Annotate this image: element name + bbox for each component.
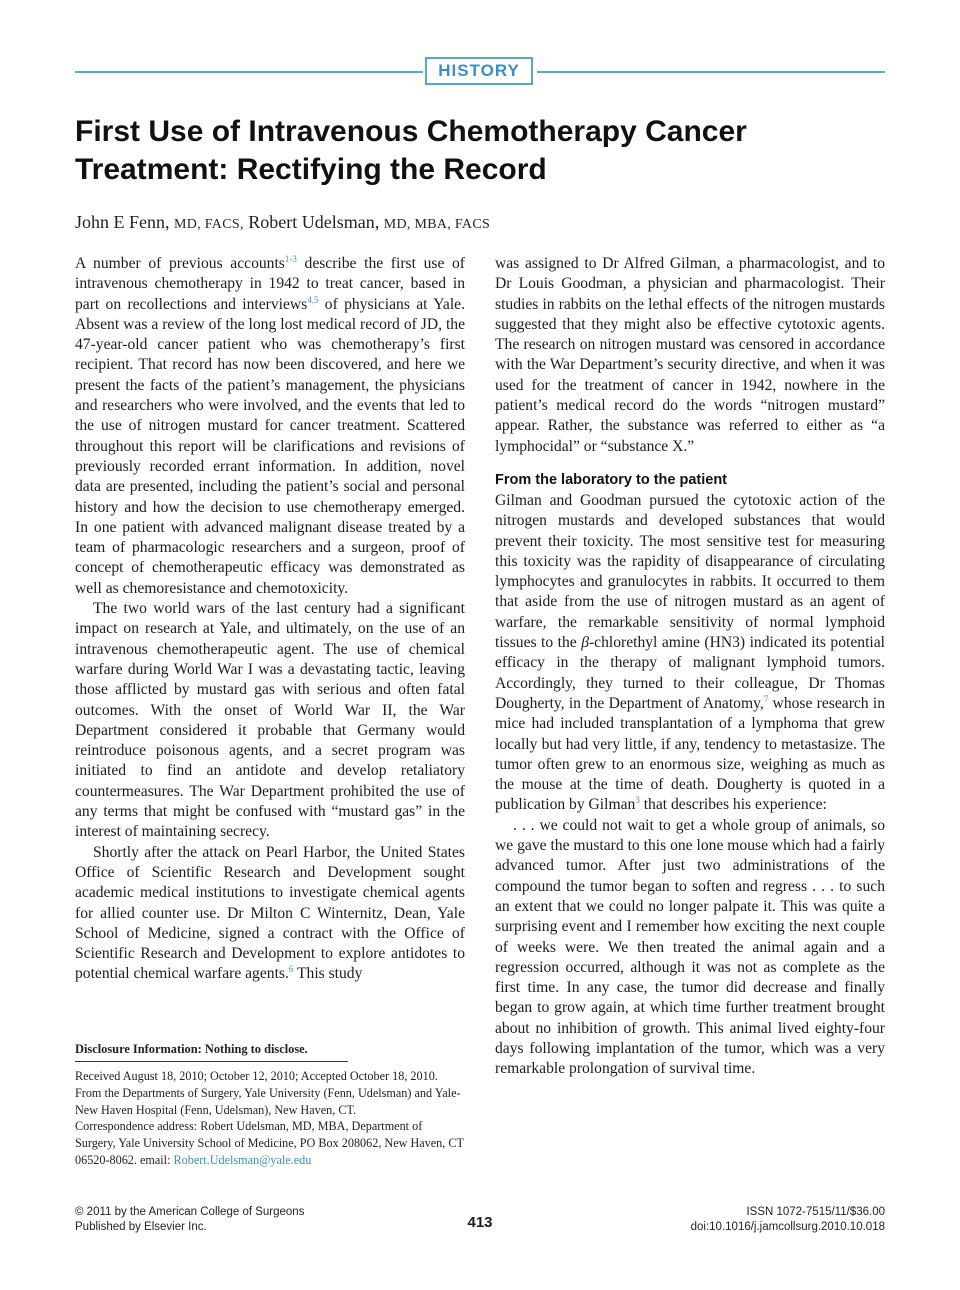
author-name: John E Fenn, [75,212,170,232]
author-name: Robert Udelsman, [248,212,380,232]
disclosure-label: Disclosure Information: Nothing to disclose. [75,1042,308,1056]
reference-link[interactable]: 7 [763,693,769,704]
affiliation: From the Departments of Surgery, Yale University (Fenn, Udelsman) and Yale-New Haven Hospital (Fenn, Udelsman), New Haven, CT. [75,1085,461,1117]
reference-link[interactable]: 3 [635,795,640,806]
left-column [75,254,465,985]
reference-link[interactable]: 6 [288,964,294,975]
disclosure-block [75,1040,465,1169]
footer-right [691,1205,885,1235]
header-rule-right [537,71,885,73]
article-title: First Use of Intravenous Chemotherapy Cancer Treatment: Rectifying the Record [75,115,747,186]
author-credentials: MD, FACS, [174,217,244,232]
copyright: © 2011 by the American College of Surgeons [75,1206,305,1218]
divider [75,1061,348,1062]
issn: ISSN 1072-7515/11/$36.00 [746,1206,885,1218]
correspondence: Correspondence address: Robert Udelsman, MD, MBA, Department of Surgery, Yale University School of Medicine, PO Box 208062, New Haven, CT 06520-8062. email: Robert.Udelsman@yale.edu [75,1119,464,1167]
paragraph: The two world wars of the last century had a significant impact on research at Yale, and ultimately, on the use of an intravenous chemotherapeutic agent. The use of chemical warfare during World War I was a devastating tactic, leaving those afflicted by mustard gas with serious and often fatal outcomes. With the onset of World War II, the War Department considered it probable that Germany would reintroduce poisonous agents, and a secret program was initiated to find an antidote and develop retaliatory countermeasures. The War Department prohibited the use of any terms that might be confused with “mustard gas” in the interest of maintaining secrecy. [75,600,465,841]
block-quote: . . . we could not wait to get a whole group of animals, so we gave the mustard to this one lone mouse which had a fairly advanced tumor. After just two administrations of the compound the tumor began to soften and regress . . . to such an extent that we could no longer palpate it. This was quite a surprising event and I remember how exciting the next couple of weeks were. We then treated the animal again and a regression occurred, although it was not as complete as the first time. In any case, the tumor did decrease and finally began to grow again, at which time further treatment brought about no inhibition of growth. This animal lived eighty-four days following implantation of the tumor, which was a very remarkable prolongation of survival time. [495,816,885,1078]
article-metadata [75,1068,465,1169]
author-line [75,210,875,237]
right-column [495,254,885,1080]
section-heading: From the laboratory to the patient [495,471,728,488]
reference-link[interactable]: 4,5 [307,294,319,305]
received-dates: Received August 18, 2010; October 12, 2010; Accepted October 18, 2010. [75,1069,438,1083]
publisher: Published by Elsevier Inc. [75,1221,207,1233]
paragraph: Gilman and Goodman pursued the cytotoxic action of the nitrogen mustards and developed substances that would prevent their toxicity. The most sensitive test for measuring this toxicity was the rapidity of disappearance of circulating lymphocytes and granulocytes in rabbits. It occurred to them that aside from the use of nitrogen mustard as an agent of warfare, the remarkable sensitivity of normal lymphoid tissues to the β-chlorethyl amine (HN3) indicated its potential efficacy in the therapy of malignant lymphoid tumors. Accordingly, they turned to their colleague, Dr Thomas Dougherty, in the Department of Anatomy,$^7$ whose research in mice had included transplantation of a lymphoma that grew locally but had very little, if any, tendency to metastasize. The tumor often grew to an enormous size, weighing as much as the mouse at the time of death. Dougherty is quoted in a publication by Gilman$^3$ that describes his experience: [495,491,886,814]
page-number: 413 [467,1214,493,1231]
paragraph: A number of previous accounts$^{1-3}$ describe the first use of intravenous chemotherapy in 1942 to treat cancer, based in part on recollections and interviews$^{4,5}$ of physicians at Yale. Absent was a review of the long lost medical record of JD, the 47-year-old cancer patient who was chemotherapy’s first recipient. That record has now been discovered, and here we present the facts of the patient’s management, the physicians and researchers who were involved, and the events that led to the use of nitrogen mustard for cancer treatment. Scattered throughout this report will be clarifications and revisions of previously recorded errant information. In addition, novel data are presented, including the patient’s social and personal history and how the decision to use chemotherapy emerged. In one patient with advanced malignant disease treated by a team of pharmacologic researchers and a surgeon, proof of concept of chemotherapeutic efficacy was demonstrated as well as chemoresistance and chemotoxicity. [75,253,465,597]
paragraph: Shortly after the attack on Pearl Harbor, the United States Office of Scientific Research and Development sought academic medical institutions to investigate chemical agents for allied counter use. Dr Milton C Winternitz, Dean, Yale School of Medicine, signed a contract with the Office of Scientific Research and Development to explore antidotes to potential chemical warfare agents.$^6$ This study [75,843,465,983]
doi: doi:10.1016/j.jamcollsurg.2010.10.018 [690,1221,885,1233]
paragraph: was assigned to Dr Alfred Gilman, a pharmacologist, and to Dr Louis Goodman, a physician and pharmacologist. Their studies in rabbits on the lethal effects of the nitrogen mustards suggested that they might also be effective cytotoxic agents. The research on nitrogen mustard was censored in accordance with the War Department’s security directive, and when it was used for the treatment of cancer in 1942, nowhere in the patient’s medical record do the words “nitrogen mustard” appear. Rather, the substance was referred to either as “a lymphocidal” or “substance X.” [495,255,885,455]
email-link[interactable]: Robert.Udelsman@yale.edu [173,1152,312,1167]
author-credentials: MD, MBA, FACS [383,217,491,232]
reference-link[interactable]: 1-3 [284,253,297,264]
header-rule-left [75,71,423,73]
section-badge: HISTORY [425,57,533,85]
footer-left [75,1205,304,1235]
